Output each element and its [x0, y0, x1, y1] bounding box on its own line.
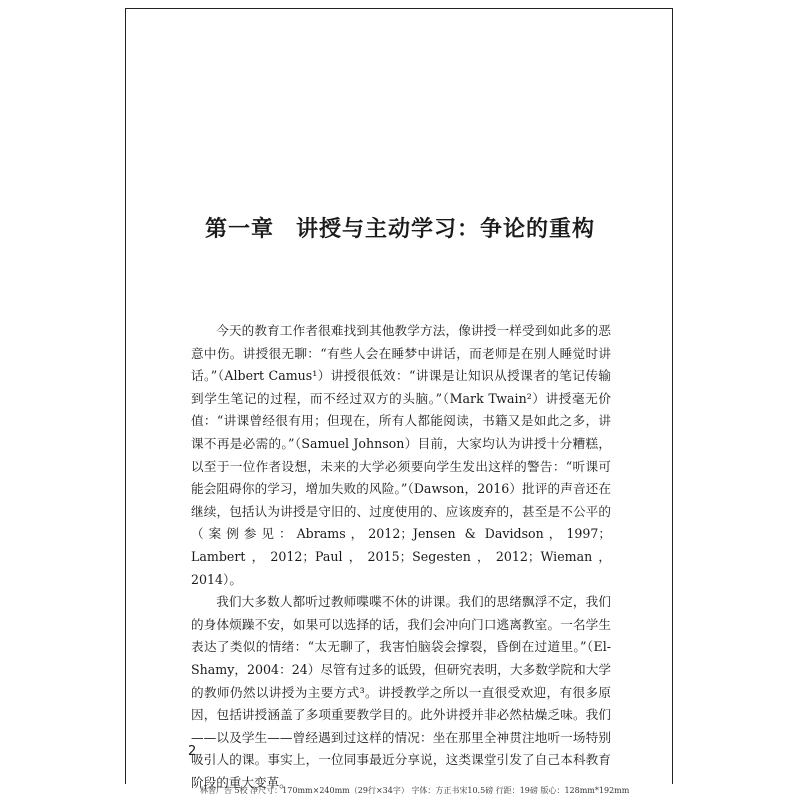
chapter-heading — [0, 212, 800, 243]
page-number: 2 — [188, 744, 197, 759]
paragraph-2: 我们大多数人都听过教师喋喋不休的讲课。我们的思绪飘浮不定，我们的身体烦躁不安，如果可以选择的话，我们会冲向门口逃离教室。一名学生表达了类似的情绪：“太无聊了，我害怕脑袋会撑裂，昏倒在过道里。”（El-Shamy，2004：24）尽管有过多的诋毁，但研究表明，大多数学院和大学的教师仍然以讲授为主要方式³。讲授教学之所以一直很受欢迎，有很多原因，包括讲授涵盖了多项重要教学目的。此外讲授并非必然枯燥乏味。我们——以及学生——曾经遇到过这样的情况：坐在那里全神贯注地听一场特别吸引人的课。事实上，一位同事最近分享说，这类课堂引发了自己本科教育阶段的重大变革。 — [191, 594, 611, 790]
body-text — [191, 320, 611, 794]
chapter-title: 讲授与主动学习：争论的重构 — [296, 217, 596, 242]
print-info-footer: 林智广告 5校 净尺寸：170mm×240mm（29行×34字） 字体：方正书宋10.5磅 行距：19磅 版心：128mm*192mm — [200, 786, 630, 795]
chapter-label: 第一章 — [204, 217, 274, 242]
paragraph-1: 今天的教育工作者很难找到其他教学方法，像讲授一样受到如此多的恶意中伤。讲授很无聊：“有些人会在睡梦中讲话，而老师是在别人睡觉时讲话。”（Albert Camus¹）讲授很低效：“讲课是让知识从授课者的笔记传输到学生笔记的过程，而不经过双方的头脑。”（Mark Twain²）讲授毫无价值：“讲课曾经很有用；但现在，所有人都能阅读，书籍又是如此之多，讲课不再是必需的。”（Samuel Johnson）目前，大家均认为讲授十分糟糕，以至于一位作者设想，未来的大学必须要向学生发出这样的警告：“听课可能会阻碍你的学习，增加失败的风险。”（Dawson，2016）批评的声音还在继续，包括认为讲授是守旧的、过度使用的、应该废弃的，甚至是不公平的（案例参见：Abrams，2012；Jensen & Davidson，1997；Lambert，2012；Paul，2015；Segesten，2012；Wieman，2014）。 — [191, 323, 611, 587]
